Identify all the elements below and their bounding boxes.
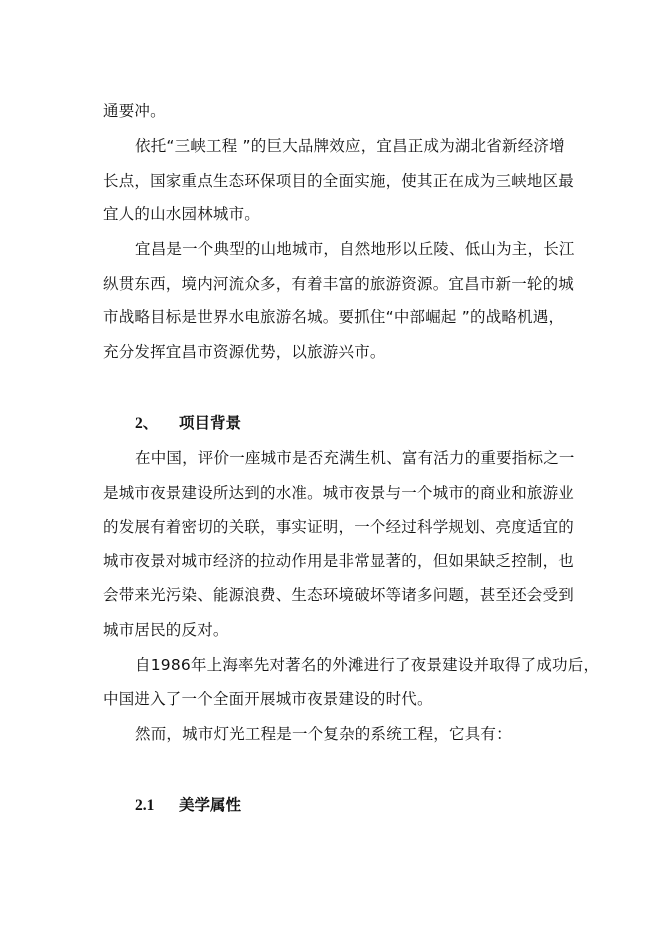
paragraph-line: 依托“三峡工程 ”的巨大品牌效应，宜昌正成为湖北省新经济增 <box>135 137 565 155</box>
paragraph-line: 在中国，评价一座城市是否充满生机、富有活力的重要指标之一 <box>135 449 575 467</box>
paragraph-line: 自1986年上海率先对著名的外滩进行了夜景建设并取得了成功后， <box>135 656 600 674</box>
paragraph-line: 是城市夜景建设所达到的水准。城市夜景与一个城市的商业和旅游业 <box>103 484 575 502</box>
paragraph-line: 会带来光污染、能源浪费、生态环境破坏等诸多问题，甚至还会受到 <box>103 586 575 604</box>
section-heading <box>135 413 241 434</box>
paragraph-line: 宜人的山水园林城市。 <box>103 205 261 223</box>
subsection-heading <box>135 795 241 816</box>
subsection-title: 美学属性 <box>179 796 242 814</box>
paragraph-line: 城市夜景对城市经济的拉动作用是非常显著的，但如果缺乏控制，也 <box>103 552 575 570</box>
paragraph-line: 通要冲。 <box>103 102 166 120</box>
section-number: 2、 <box>135 415 159 432</box>
paragraph-line: 充分发挥宜昌市资源优势，以旅游兴市。 <box>103 343 386 361</box>
paragraph-line: 市战略目标是世界水电旅游名城。要抓住“中部崛起 ”的战略机遇， <box>103 308 565 326</box>
subsection-number: 2.1 <box>135 797 155 814</box>
section-title: 项目背景 <box>179 414 242 432</box>
paragraph-line: 宜昌是一个典型的山地城市，自然地形以丘陵、低山为主，长江 <box>135 240 575 258</box>
paragraph-line: 中国进入了一个全面开展城市夜景建设的时代。 <box>103 690 433 708</box>
paragraph-line: 城市居民的反对。 <box>103 621 229 639</box>
paragraph-line: 长点，国家重点生态环保项目的全面实施，使其正在成为三峡地区最 <box>103 172 575 190</box>
paragraph-line: 然而，城市灯光工程是一个复杂的系统工程，它具有： <box>135 725 512 743</box>
paragraph-line: 纵贯东西，境内河流众多，有着丰富的旅游资源。宜昌市新一轮的城 <box>103 275 575 293</box>
paragraph-line: 的发展有着密切的关联，事实证明，一个经过科学规划、亮度适宜的 <box>103 518 575 536</box>
